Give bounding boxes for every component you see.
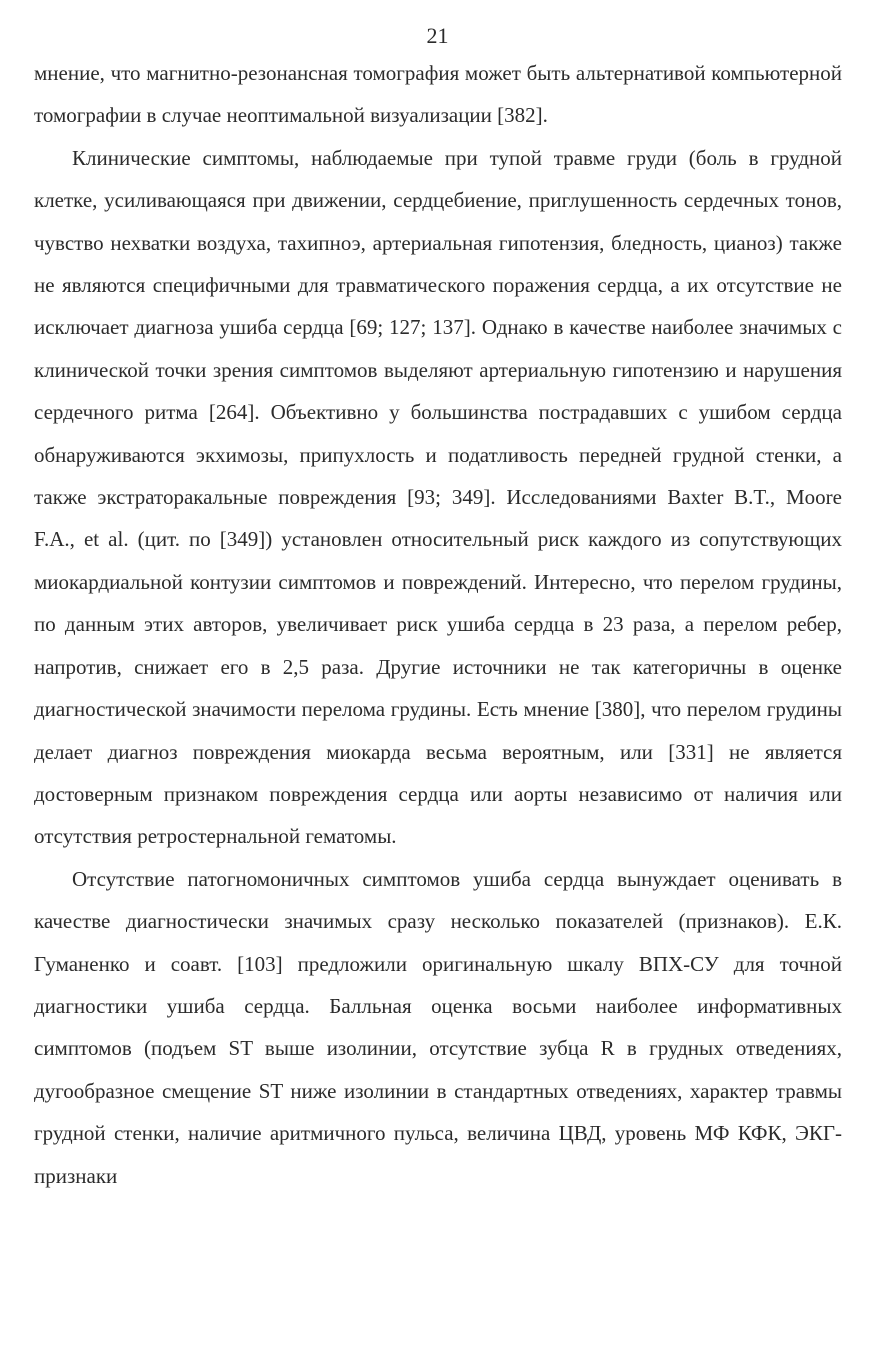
paragraph-continuation: мнение, что магнитно-резонансная томография может быть альтернативой компьютерной томографии в случае неоптимальной визуализации [382]. <box>34 61 842 128</box>
body-text <box>34 52 842 1197</box>
paragraph-diagnostic-scale: Отсутствие патогномоничных симптомов ушиба сердца вынуждает оценивать в качестве диагностически значимых сразу несколько показателей (признаков). Е.К. Гуманенко и соавт. [103] предложили оригинальную шкалу ВПХ-СУ для точной диагностики ушиба сердца. Балльная оценка восьми наиболее информативных симптомов (подъем ST выше изолинии, отсутствие зубца R в грудных отведениях, дугообразное смещение ST ниже изолинии в стандартных отведениях, характер травмы грудной стенки, наличие аритмичного пульса, величина ЦВД, уровень МФ КФК, ЭКГ-признаки <box>34 866 842 1188</box>
paragraph-clinical-symptoms: Клинические симптомы, наблюдаемые при тупой травме груди (боль в грудной клетке, усиливающаяся при движении, сердцебиение, приглушенность сердечных тонов, чувство нехватки воздуха, тахипноэ, артериальная гипотензия, бледность, цианоз) также не являются специфичными для травматического поражения сердца, а их отсутствие не исключает диагноза ушиба сердца [69; 127; 137]. Однако в качестве наиболее значимых с клинической точки зрения симптомов выделяют артериальную гипотензию и нарушения сердечного ритма [264]. Объективно у большинства пострадавших с ушибом сердца обнаруживаются экхимозы, припухлость и податливость передней грудной стенки, а также экстраторакальные повреждения [93; 349]. Исследованиями Baxter B.T., Moore F.A., et al. (цит. по [349]) установлен относительный риск каждого из сопутствующих миокардиальной контузии симптомов и повреждений. Интересно, что перелом грудины, по данным этих авторов, увеличивает риск ушиба сердца в 23 раза, а перелом ребер, напротив, снижает его в 2,5 раза. Другие источники не так категоричны в оценке диагностической значимости перелома грудины. Есть мнение [380], что перелом грудины делает диагноз повреждения миокарда весьма вероятным, или [331] не является достоверным признаком повреждения сердца или аорты независимо от наличия или отсутствия ретростернальной гематомы. <box>34 145 842 849</box>
page-number: 21 <box>426 23 449 48</box>
